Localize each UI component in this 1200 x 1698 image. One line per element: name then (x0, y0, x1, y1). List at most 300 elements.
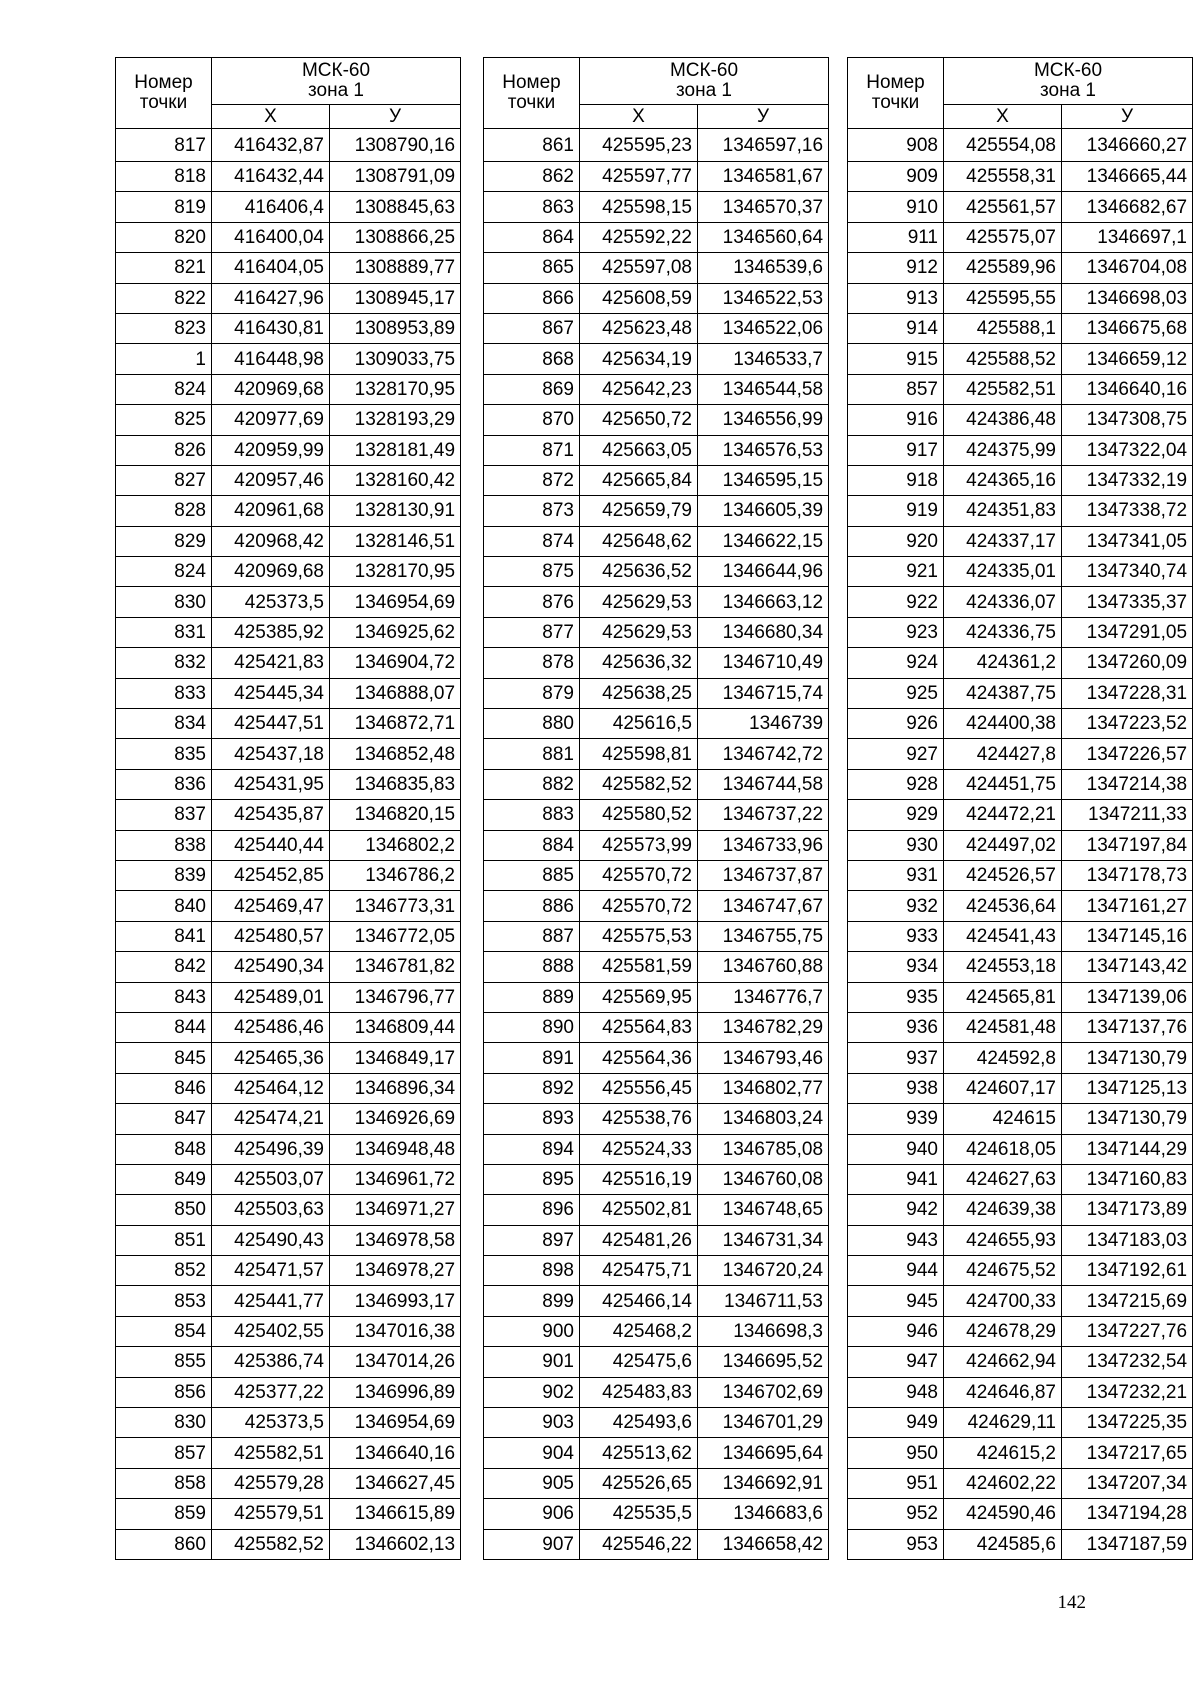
x-coordinate-cell: 425616,5 (580, 709, 698, 739)
y-coordinate-cell: 1328170,95 (330, 557, 461, 587)
y-coordinate-cell: 1347308,75 (1062, 405, 1193, 435)
point-number-cell: 836 (116, 769, 212, 799)
y-coordinate-cell: 1308791,09 (330, 162, 461, 192)
table-row (484, 1468, 829, 1498)
point-number-header: Номер точки (848, 58, 944, 129)
x-coordinate-cell: 425561,57 (944, 192, 1062, 222)
table-row (848, 1529, 1193, 1559)
point-number-cell: 844 (116, 1012, 212, 1042)
point-number-cell: 822 (116, 283, 212, 313)
point-number-cell: 919 (848, 496, 944, 526)
y-coordinate-cell: 1346698,03 (1062, 283, 1193, 313)
point-number-cell: 857 (116, 1438, 212, 1468)
point-number-cell: 904 (484, 1438, 580, 1468)
point-number-cell: 928 (848, 769, 944, 799)
table-row (116, 769, 461, 799)
point-number-cell: 845 (116, 1043, 212, 1073)
table-row (116, 952, 461, 982)
x-coordinate-cell: 425546,22 (580, 1529, 698, 1559)
table-row (116, 465, 461, 495)
point-number-cell: 906 (484, 1499, 580, 1529)
y-coordinate-cell: 1346698,3 (698, 1316, 829, 1346)
point-number-cell: 937 (848, 1043, 944, 1073)
x-coordinate-cell: 425582,52 (580, 769, 698, 799)
y-coordinate-cell: 1346961,72 (330, 1164, 461, 1194)
x-coordinate-cell: 420977,69 (212, 405, 330, 435)
x-coordinate-cell: 425579,28 (212, 1468, 330, 1498)
y-coordinate-cell: 1346820,15 (330, 800, 461, 830)
x-coordinate-cell: 425385,92 (212, 617, 330, 647)
point-number-cell: 892 (484, 1073, 580, 1103)
point-number-cell: 838 (116, 830, 212, 860)
point-number-cell: 890 (484, 1012, 580, 1042)
x-coordinate-cell: 425582,51 (212, 1438, 330, 1468)
point-number-cell: 881 (484, 739, 580, 769)
x-coordinate-cell: 425447,51 (212, 709, 330, 739)
x-coordinate-cell: 416406,4 (212, 192, 330, 222)
point-number-cell: 847 (116, 1104, 212, 1134)
y-coordinate-cell: 1346785,08 (698, 1134, 829, 1164)
y-coordinate-cell: 1346954,69 (330, 587, 461, 617)
y-coordinate-cell: 1346996,89 (330, 1377, 461, 1407)
y-coordinate-cell: 1308953,89 (330, 313, 461, 343)
y-coordinate-cell: 1346560,64 (698, 222, 829, 252)
table-row (116, 192, 461, 222)
point-number-cell: 913 (848, 283, 944, 313)
point-number-cell: 911 (848, 222, 944, 252)
y-coordinate-cell: 1346802,2 (330, 830, 461, 860)
table-row (116, 1438, 461, 1468)
point-number-cell: 882 (484, 769, 580, 799)
x-coordinate-cell: 425595,55 (944, 283, 1062, 313)
table-row (116, 1286, 461, 1316)
y-coordinate-cell: 1346781,82 (330, 952, 461, 982)
y-coordinate-cell: 1346948,48 (330, 1134, 461, 1164)
table-row (116, 678, 461, 708)
y-coordinate-cell: 1328193,29 (330, 405, 461, 435)
y-coordinate-cell: 1346576,53 (698, 435, 829, 465)
y-coordinate-cell: 1346697,1 (1062, 222, 1193, 252)
point-number-cell: 824 (116, 557, 212, 587)
y-coordinate-cell: 1346711,53 (698, 1286, 829, 1316)
point-number-cell: 865 (484, 253, 580, 283)
x-coordinate-cell: 425481,26 (580, 1225, 698, 1255)
x-coordinate-cell: 424615 (944, 1104, 1062, 1134)
x-coordinate-cell: 425598,15 (580, 192, 698, 222)
x-coordinate-cell: 425575,07 (944, 222, 1062, 252)
table-row (116, 222, 461, 252)
point-number-cell: 864 (484, 222, 580, 252)
table-row (116, 921, 461, 951)
point-number-cell: 901 (484, 1347, 580, 1377)
y-coordinate-cell: 1346556,99 (698, 405, 829, 435)
point-number-cell: 929 (848, 800, 944, 830)
point-number-cell: 846 (116, 1073, 212, 1103)
table-row (116, 1256, 461, 1286)
x-coordinate-cell: 425421,83 (212, 648, 330, 678)
x-coordinate-cell: 425573,99 (580, 830, 698, 860)
point-number-cell: 945 (848, 1286, 944, 1316)
table-row (848, 1073, 1193, 1103)
table-row (116, 830, 461, 860)
table-row (484, 496, 829, 526)
x-coordinate-cell: 425570,72 (580, 860, 698, 890)
x-coordinate-cell: 425581,59 (580, 952, 698, 982)
table-row (484, 800, 829, 830)
point-number-cell: 839 (116, 860, 212, 890)
table-row (848, 587, 1193, 617)
y-coordinate-cell: 1346760,88 (698, 952, 829, 982)
y-coordinate-cell: 1346522,53 (698, 283, 829, 313)
point-number-cell: 880 (484, 709, 580, 739)
x-coordinate-cell: 425486,46 (212, 1012, 330, 1042)
y-coordinate-cell: 1346796,77 (330, 982, 461, 1012)
x-coordinate-cell: 425493,6 (580, 1408, 698, 1438)
point-number-cell: 879 (484, 678, 580, 708)
y-coordinate-cell: 1347145,16 (1062, 921, 1193, 951)
table-row (484, 739, 829, 769)
x-coordinate-cell: 425373,5 (212, 587, 330, 617)
point-number-cell: 940 (848, 1134, 944, 1164)
table-row (848, 830, 1193, 860)
y-coordinate-cell: 1346744,58 (698, 769, 829, 799)
x-coordinate-cell: 425564,36 (580, 1043, 698, 1073)
x-coordinate-cell: 424335,01 (944, 557, 1062, 587)
x-coordinate-cell: 425582,52 (212, 1529, 330, 1559)
coordinate-system-header: МСК-60 зона 1 (212, 58, 461, 105)
y-coordinate-cell: 1347143,42 (1062, 952, 1193, 982)
y-coordinate-cell: 1346737,22 (698, 800, 829, 830)
x-coordinate-cell: 425650,72 (580, 405, 698, 435)
y-coordinate-cell: 1347228,31 (1062, 678, 1193, 708)
table-row (484, 253, 829, 283)
x-coordinate-cell: 424592,8 (944, 1043, 1062, 1073)
point-number-cell: 897 (484, 1225, 580, 1255)
y-coordinate-cell: 1347187,59 (1062, 1529, 1193, 1559)
x-coordinate-cell: 424375,99 (944, 435, 1062, 465)
table-row (848, 678, 1193, 708)
point-number-cell: 893 (484, 1104, 580, 1134)
y-coordinate-cell: 1346888,07 (330, 678, 461, 708)
y-coordinate-cell: 1346581,67 (698, 162, 829, 192)
table-row (848, 1499, 1193, 1529)
table-row (484, 1164, 829, 1194)
x-coordinate-cell: 425435,87 (212, 800, 330, 830)
page-number: 142 (1057, 1592, 1086, 1613)
point-number-cell: 899 (484, 1286, 580, 1316)
x-coordinate-cell: 424365,16 (944, 465, 1062, 495)
y-coordinate-cell: 1346539,6 (698, 253, 829, 283)
y-coordinate-cell: 1346602,13 (330, 1529, 461, 1559)
table-row (848, 405, 1193, 435)
table-row (848, 769, 1193, 799)
point-number-cell: 874 (484, 526, 580, 556)
point-number-cell: 821 (116, 253, 212, 283)
point-number-cell: 830 (116, 587, 212, 617)
y-coordinate-cell: 1347232,54 (1062, 1347, 1193, 1377)
x-coordinate-cell: 424618,05 (944, 1134, 1062, 1164)
x-header: Х (944, 105, 1062, 129)
x-coordinate-cell: 424629,11 (944, 1408, 1062, 1438)
table-row (848, 952, 1193, 982)
table-row (484, 617, 829, 647)
x-coordinate-cell: 425588,52 (944, 344, 1062, 374)
point-number-cell: 941 (848, 1164, 944, 1194)
y-coordinate-cell: 1346692,91 (698, 1468, 829, 1498)
y-coordinate-cell: 1346615,89 (330, 1499, 461, 1529)
y-coordinate-cell: 1346675,68 (1062, 313, 1193, 343)
table-row (116, 344, 461, 374)
y-coordinate-cell: 1347332,19 (1062, 465, 1193, 495)
y-coordinate-cell: 1309033,75 (330, 344, 461, 374)
point-number-cell: 924 (848, 648, 944, 678)
y-coordinate-cell: 1346747,67 (698, 891, 829, 921)
y-coordinate-cell: 1347214,38 (1062, 769, 1193, 799)
x-coordinate-cell: 424675,52 (944, 1256, 1062, 1286)
x-coordinate-cell: 416400,04 (212, 222, 330, 252)
y-coordinate-cell: 1346849,17 (330, 1043, 461, 1073)
table-row (116, 1164, 461, 1194)
x-coordinate-cell: 424678,29 (944, 1316, 1062, 1346)
table-row (116, 283, 461, 313)
y-coordinate-cell: 1346793,46 (698, 1043, 829, 1073)
table-row (484, 1408, 829, 1438)
y-coordinate-cell: 1346872,71 (330, 709, 461, 739)
point-number-cell: 877 (484, 617, 580, 647)
table-row (116, 253, 461, 283)
point-number-cell: 843 (116, 982, 212, 1012)
x-coordinate-cell: 425437,18 (212, 739, 330, 769)
table-row (484, 222, 829, 252)
point-number-cell: 824 (116, 374, 212, 404)
x-coordinate-cell: 425564,83 (580, 1012, 698, 1042)
point-number-cell: 829 (116, 526, 212, 556)
x-coordinate-cell: 424553,18 (944, 952, 1062, 982)
point-number-cell: 884 (484, 830, 580, 860)
table-row (848, 800, 1193, 830)
table-row (848, 222, 1193, 252)
table-row (116, 1499, 461, 1529)
x-coordinate-cell: 424639,38 (944, 1195, 1062, 1225)
y-coordinate-cell: 1346640,16 (330, 1438, 461, 1468)
y-coordinate-cell: 1346773,31 (330, 891, 461, 921)
y-coordinate-cell: 1328130,91 (330, 496, 461, 526)
y-coordinate-cell: 1346802,77 (698, 1073, 829, 1103)
point-number-cell: 837 (116, 800, 212, 830)
y-coordinate-cell: 1346533,7 (698, 344, 829, 374)
table-row (116, 1195, 461, 1225)
x-coordinate-cell: 425623,48 (580, 313, 698, 343)
y-coordinate-cell: 1346710,49 (698, 648, 829, 678)
x-coordinate-cell: 425475,6 (580, 1347, 698, 1377)
table-row (848, 1316, 1193, 1346)
point-number-cell: 848 (116, 1134, 212, 1164)
x-coordinate-cell: 424400,38 (944, 709, 1062, 739)
table-row (484, 313, 829, 343)
x-coordinate-cell: 425441,77 (212, 1286, 330, 1316)
table-row (848, 1377, 1193, 1407)
y-coordinate-cell: 1346904,72 (330, 648, 461, 678)
y-coordinate-cell: 1346595,15 (698, 465, 829, 495)
x-coordinate-cell: 425480,57 (212, 921, 330, 951)
y-coordinate-cell: 1346954,69 (330, 1408, 461, 1438)
y-coordinate-cell: 1346644,96 (698, 557, 829, 587)
x-coordinate-cell: 425608,59 (580, 283, 698, 313)
y-coordinate-cell: 1346742,72 (698, 739, 829, 769)
point-number-cell: 876 (484, 587, 580, 617)
x-coordinate-cell: 425503,63 (212, 1195, 330, 1225)
x-coordinate-cell: 424585,6 (944, 1529, 1062, 1559)
y-coordinate-cell: 1346622,15 (698, 526, 829, 556)
table-row (484, 587, 829, 617)
point-number-cell: 830 (116, 1408, 212, 1438)
x-coordinate-cell: 425452,85 (212, 860, 330, 890)
point-number-header: Номер точки (484, 58, 580, 129)
point-number-cell: 849 (116, 1164, 212, 1194)
table-row (484, 891, 829, 921)
point-number-cell: 939 (848, 1104, 944, 1134)
y-coordinate-cell: 1347215,69 (1062, 1286, 1193, 1316)
table-row (848, 1438, 1193, 1468)
x-coordinate-cell: 424387,75 (944, 678, 1062, 708)
coords-table-2 (483, 57, 829, 1560)
point-number-cell: 833 (116, 678, 212, 708)
table-row (848, 1468, 1193, 1498)
table-row (116, 435, 461, 465)
table-row (484, 1286, 829, 1316)
y-coordinate-cell: 1346978,58 (330, 1225, 461, 1255)
x-coordinate-cell: 416427,96 (212, 283, 330, 313)
x-coordinate-cell: 424536,64 (944, 891, 1062, 921)
table-row (484, 1104, 829, 1134)
table-row (484, 1377, 829, 1407)
point-number-cell: 857 (848, 374, 944, 404)
table-row (848, 891, 1193, 921)
point-number-cell: 888 (484, 952, 580, 982)
table-row (116, 405, 461, 435)
y-header: У (330, 105, 461, 129)
y-coordinate-cell: 1346748,65 (698, 1195, 829, 1225)
table-row (484, 678, 829, 708)
point-number-cell: 952 (848, 1499, 944, 1529)
y-coordinate-cell: 1347340,74 (1062, 557, 1193, 587)
table-row (848, 435, 1193, 465)
point-number-cell: 859 (116, 1499, 212, 1529)
y-coordinate-cell: 1346682,67 (1062, 192, 1193, 222)
x-coordinate-cell: 424602,22 (944, 1468, 1062, 1498)
y-coordinate-cell: 1346993,17 (330, 1286, 461, 1316)
point-number-cell: 912 (848, 253, 944, 283)
point-number-cell: 898 (484, 1256, 580, 1286)
table-row (116, 982, 461, 1012)
table-row (848, 1134, 1193, 1164)
table-row (484, 1256, 829, 1286)
y-coordinate-cell: 1346760,08 (698, 1164, 829, 1194)
x-coordinate-cell: 425663,05 (580, 435, 698, 465)
table-row (484, 982, 829, 1012)
x-coordinate-cell: 425465,36 (212, 1043, 330, 1073)
point-number-cell: 841 (116, 921, 212, 951)
y-coordinate-cell: 1346809,44 (330, 1012, 461, 1042)
table-row (484, 344, 829, 374)
x-coordinate-cell: 424427,8 (944, 739, 1062, 769)
point-number-cell: 934 (848, 952, 944, 982)
y-coordinate-cell: 1346731,34 (698, 1225, 829, 1255)
table-row (116, 1347, 461, 1377)
point-number-cell: 834 (116, 709, 212, 739)
y-coordinate-cell: 1347130,79 (1062, 1043, 1193, 1073)
y-coordinate-cell: 1346926,69 (330, 1104, 461, 1134)
table-row (848, 709, 1193, 739)
x-coordinate-cell: 420968,42 (212, 526, 330, 556)
y-coordinate-cell: 1347322,04 (1062, 435, 1193, 465)
table-row (848, 283, 1193, 313)
y-coordinate-cell: 1347291,05 (1062, 617, 1193, 647)
point-number-cell: 889 (484, 982, 580, 1012)
y-coordinate-cell: 1346695,52 (698, 1347, 829, 1377)
point-number-cell: 840 (116, 891, 212, 921)
y-coordinate-cell: 1346720,24 (698, 1256, 829, 1286)
x-coordinate-cell: 425475,71 (580, 1256, 698, 1286)
point-number-cell: 817 (116, 129, 212, 162)
point-number-cell: 863 (484, 192, 580, 222)
table-row (848, 982, 1193, 1012)
x-coordinate-cell: 425597,08 (580, 253, 698, 283)
table-row (848, 1347, 1193, 1377)
y-coordinate-cell: 1347232,21 (1062, 1377, 1193, 1407)
point-number-cell: 869 (484, 374, 580, 404)
x-coordinate-cell: 425642,23 (580, 374, 698, 404)
table-row (116, 313, 461, 343)
x-coordinate-cell: 425373,5 (212, 1408, 330, 1438)
table-row (116, 1012, 461, 1042)
y-coordinate-cell: 1346776,7 (698, 982, 829, 1012)
x-coordinate-cell: 425445,34 (212, 678, 330, 708)
x-coordinate-cell: 424336,07 (944, 587, 1062, 617)
y-coordinate-cell: 1346772,05 (330, 921, 461, 951)
point-number-cell: 900 (484, 1316, 580, 1346)
x-coordinate-cell: 424590,46 (944, 1499, 1062, 1529)
x-coordinate-cell: 420969,68 (212, 374, 330, 404)
point-number-cell: 947 (848, 1347, 944, 1377)
point-number-cell: 907 (484, 1529, 580, 1559)
point-number-cell: 862 (484, 162, 580, 192)
y-coordinate-cell: 1347226,57 (1062, 739, 1193, 769)
x-coordinate-cell: 424497,02 (944, 830, 1062, 860)
table-row (484, 1012, 829, 1042)
table-row (484, 192, 829, 222)
x-coordinate-cell: 416430,81 (212, 313, 330, 343)
point-number-cell: 933 (848, 921, 944, 951)
x-coordinate-cell: 425535,5 (580, 1499, 698, 1529)
point-number-cell: 856 (116, 1377, 212, 1407)
table-row (484, 1073, 829, 1103)
y-coordinate-cell: 1347338,72 (1062, 496, 1193, 526)
point-number-cell: 855 (116, 1347, 212, 1377)
x-coordinate-cell: 425402,55 (212, 1316, 330, 1346)
point-number-cell: 921 (848, 557, 944, 587)
point-number-cell: 908 (848, 129, 944, 162)
table-body (484, 129, 829, 1560)
point-number-cell: 931 (848, 860, 944, 890)
point-number-cell: 932 (848, 891, 944, 921)
point-number-cell: 873 (484, 496, 580, 526)
table-row (116, 1225, 461, 1255)
table-row (848, 1225, 1193, 1255)
point-number-cell: 825 (116, 405, 212, 435)
coords-table-3 (847, 57, 1193, 1560)
y-coordinate-cell: 1346658,42 (698, 1529, 829, 1559)
